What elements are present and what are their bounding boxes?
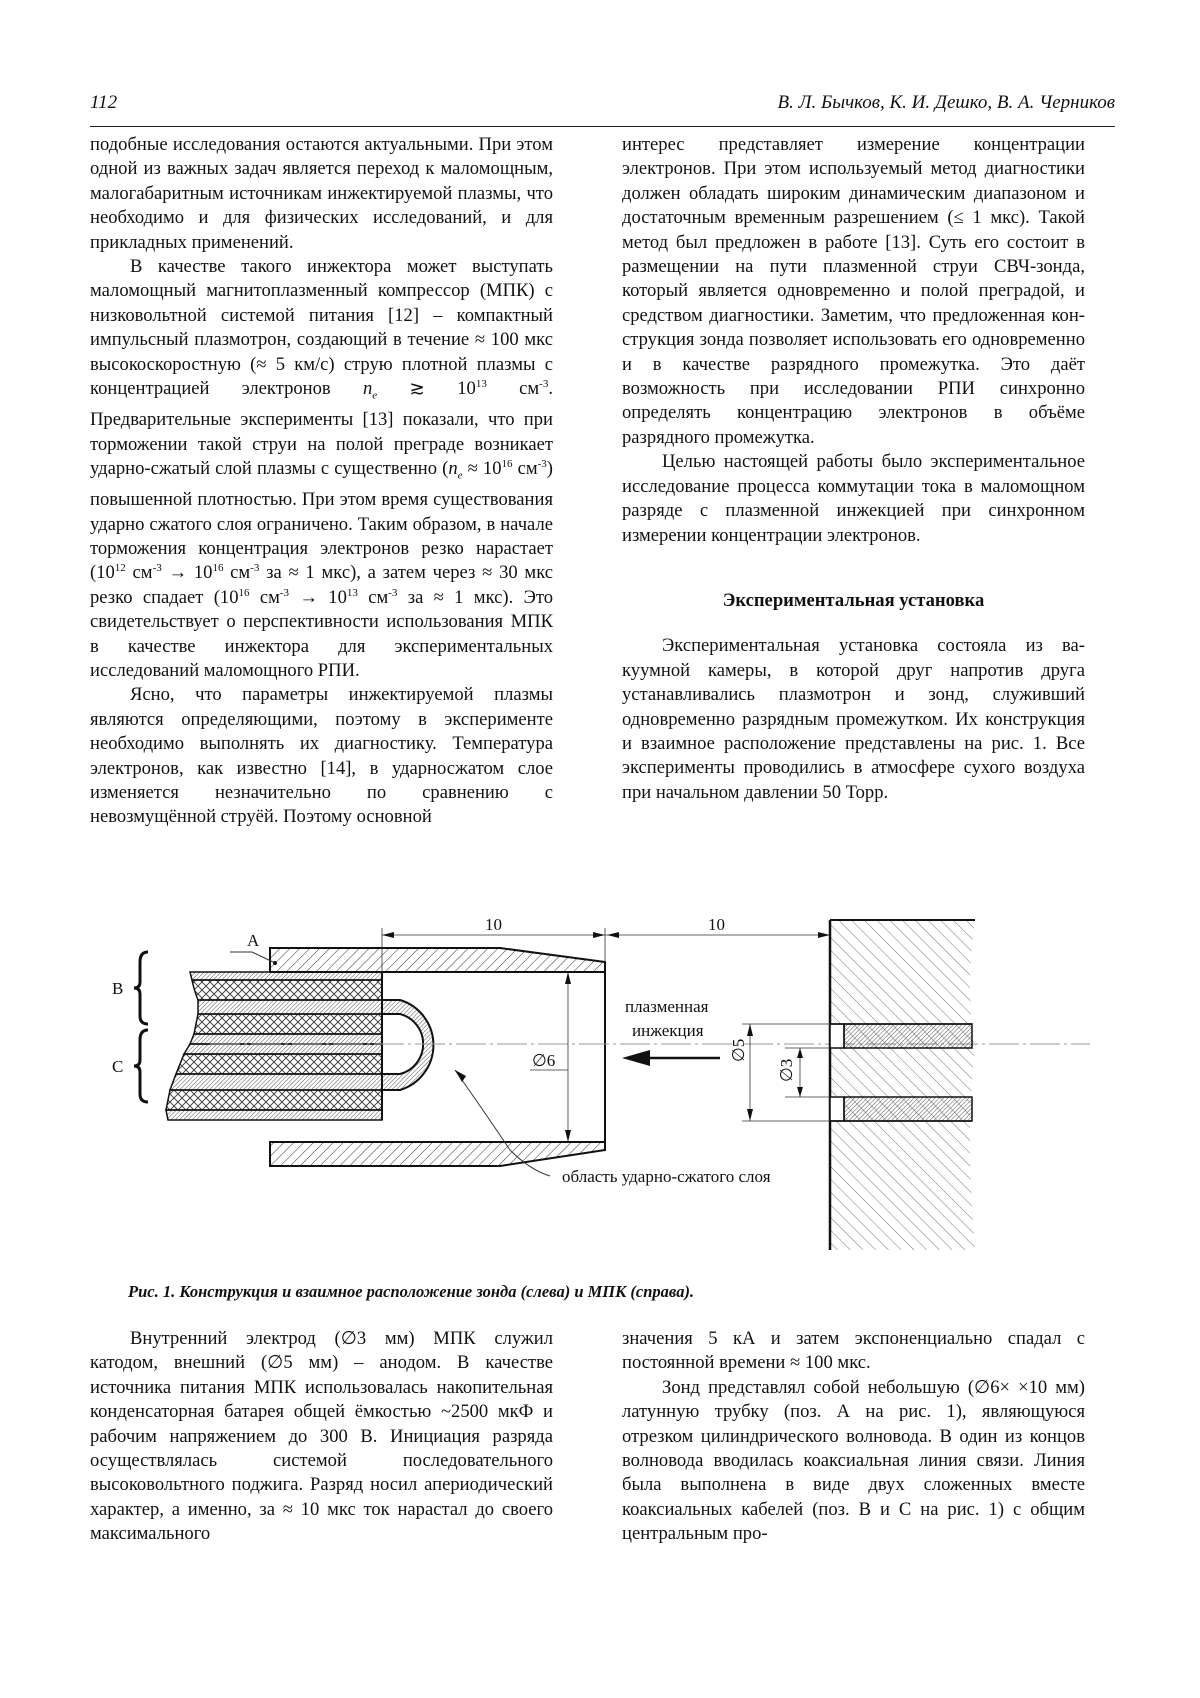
label-b: B	[112, 979, 124, 998]
brace-b	[134, 952, 148, 1024]
probe-tube-bottom-wall	[270, 1142, 605, 1166]
running-authors: В. Л. Бычков, К. И. Дешко, В. А. Черников	[777, 92, 1115, 113]
dimension-cathode-diameter: ∅3	[777, 1058, 796, 1082]
right-column-bottom	[622, 1327, 1085, 1547]
right-column-top	[622, 133, 1085, 805]
paragraph: подобные исследования остаются актуальными. При этом одной из важных задач является переход к маломощным, малогабаритным источникам инжектируемой плазмы, что необходимо и для физических исследований, и для прикладных применений.	[90, 134, 553, 253]
coaxial-cables	[166, 972, 433, 1120]
anode-insulator-bottom	[844, 1097, 972, 1121]
paragraph: Зонд представлял собой небольшую (∅6× ×10 мм) латунную трубку (поз. А на рис. 1), являющуюся отрезком цилиндрического волновода. В один из концов волновода вводилась коаксиальная линия связи. Линия была выполнена в виде двух сложенных вместе коаксиальных кабелей (поз. B и С на рис. 1) с общим центральным про-	[622, 1376, 1085, 1545]
shock-region-label: область ударно-сжатого слоя	[562, 1167, 771, 1186]
figure-1	[110, 915, 1100, 1250]
header-rule	[90, 126, 1115, 127]
paragraph: В качестве такого инжектора может выступать маломощный магнитоплазменный компрессор (МПК) с низковольтной системой питания [12] – компактный импульсный плазмотрон, создающий в течение ≈ 100 мкс высокоскоростную (≈ 5 км/с) струю плотной плазмы с концентрацией электронов $n_e$ ≳ $10^{13}$ $см^{-3}$. Предварительные эксперименты [13] показали, что при торможении такой струи на полой преграде возникает ударно-сжатый слой плазмы с существенно ($n_e \approx 10^{16}$ $см^{-3}$) повышенной плотностью. При этом время существования ударно сжатого слоя ограничено. Таким образом, в начале торможения концентрация электронов резко нарастает ($10^{12}$ $см^{-3} \to 10^{16}$ $см^{-3}$ за ≈ 1 мкс), а затем через ≈ 30 мкс резко спадает ($10^{16}$ $см^{-3} \to 10^{13}$ $см^{-3}$ за ≈ 1 мкс). Это свидетельствует о перспективности использования МПК в качестве инжектора для экспериментальных исследований маломощного РПИ.	[90, 256, 554, 681]
paragraph: Целью настоящей работы было экспериментальное исследование процесса коммутации тока в маломощном разряде с плазменной инжекцией при синхронном измерении концентрации электронов.	[622, 451, 1085, 546]
paragraph: значения 5 кА и затем экспоненциально спадал с постоянной времени ≈ 100 мкс.	[622, 1328, 1085, 1374]
compressor-body	[830, 920, 975, 1250]
brace-c	[134, 1030, 148, 1102]
dimension-probe-diameter: ∅6	[532, 1051, 556, 1070]
cable-loop	[382, 1000, 433, 1090]
dimension-left: 10	[485, 915, 502, 934]
paragraph: Ясно, что параметры инжектируемой плазмы являются определяющими, поэтому в эксперименте необходимо выполнять их диагностику. Температура электронов, как известно [14], в ударносжатом слое изменяется незначительно по сравнению с невозмущённой струёй. Поэтому основной	[90, 684, 553, 828]
dimension-right: 10	[708, 915, 725, 934]
section-title: Экспериментальная установка	[722, 589, 985, 611]
anode-insulator-top	[844, 1024, 972, 1048]
paragraph: интерес представляет измерение концентрации электронов. При этом используемый метод диагностики должен обладать широким динамическим диапазоном и достаточным временным разрешением (≤ 1 мкс). Такой метод был предложен в работе [13]. Суть его состоит в размещении на пути плазменной струи СВЧ-зонда, который является одновременно и полой преградой, и средством диагностики. Заметим, что предложенная конструкция зонда позволяет использовать его одновременно и в качестве разрядного промежутка. Это даёт возможность при исследовании РПИ синхронно определять концентрацию электронов в объёме разрядного промежутка.	[622, 134, 1085, 448]
page-header	[90, 92, 1115, 122]
figure-caption: Рис. 1. Конструкция и взаимное расположение зонда (слева) и МПК (справа).	[128, 1282, 695, 1301]
left-column-bottom	[90, 1327, 553, 1547]
probe-and-compressor-drawing	[110, 915, 1100, 1250]
probe-tube-top-wall	[270, 948, 605, 972]
label-c: C	[112, 1057, 124, 1076]
injection-label-line1: плазменная	[625, 997, 709, 1016]
injection-label-line2: инжекция	[632, 1021, 704, 1040]
paragraph: Экспериментальная установка состояла из вакуумной камеры, в которой друг напротив друга устанавливались плазмотрон и зонд, служивший одновременно разрядным промежутком. Их конструкция и взаимное расположение представлены на рис. 1. Все эксперименты проводились в атмосфере сухого воздуха при начальном давлении 50 Торр.	[622, 635, 1085, 803]
paragraph: Внутренний электрод (∅3 мм) МПК служил катодом, внешний (∅5 мм) – анодом. В качестве источника питания МПК использовалась накопительная конденсаторная батарея общей ёмкостью ~2500 мкФ и рабочим напряжением до 300 В. Инициация разряда осуществлялась системой последовательного высоковольтного поджига. Разряд носил апериодический характер, а именно, за ≈ 10 мкс ток нарастал до своего максимального	[90, 1328, 553, 1545]
left-column-top	[90, 133, 553, 830]
label-a: A	[247, 931, 260, 950]
dimension-anode-diameter: ∅5	[729, 1038, 748, 1062]
page-number: 112	[90, 92, 118, 113]
